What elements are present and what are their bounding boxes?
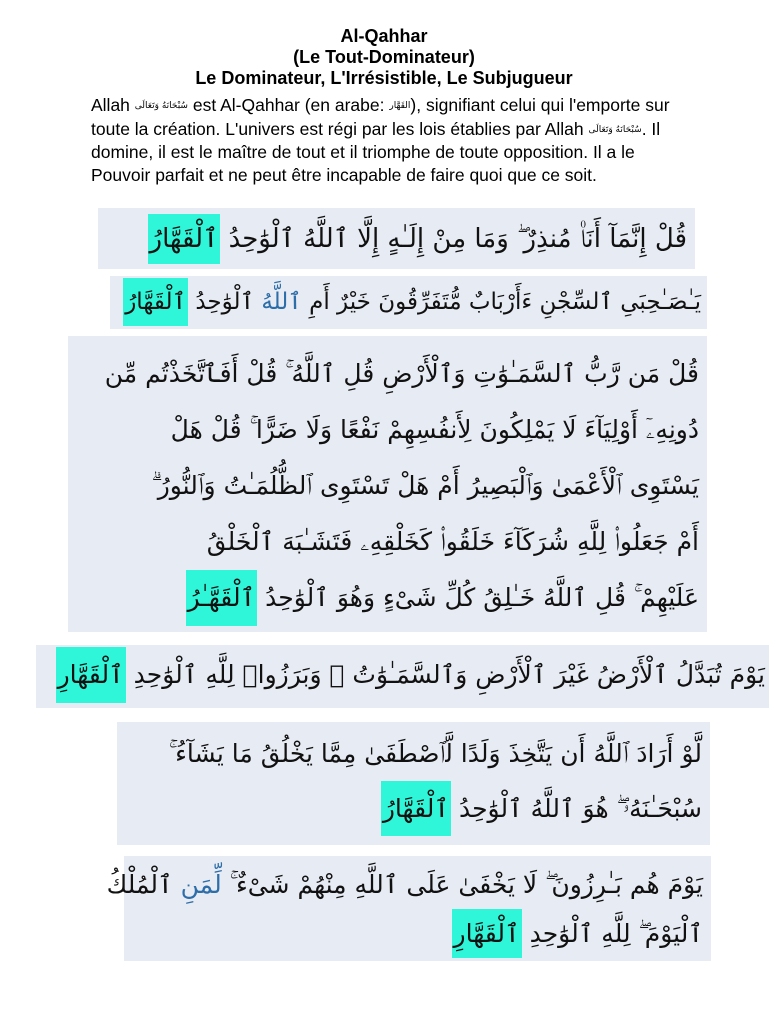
verse-line: قُلْ مَن رَّبُّ ٱلسَّمَـٰوَٰتِ وَٱلْأَرْضِ قُلِ ٱللَّهُ ۚ قُلْ أَفَٱتَّخَذْتُم مِّن <box>104 359 699 388</box>
verse-text: عَلَيْهِمْ ۚ قُلِ ٱللَّهُ خَـٰلِقُ كُلِّ شَىْءٍ وَهُوَ ٱلْوَٰحِدُ <box>265 583 699 612</box>
honorific: سُبْحَانَهُ وَتَعَالَى <box>134 101 188 112</box>
verse-line <box>106 860 703 909</box>
verse-text: ٱلْمُلْكُ <box>106 870 173 899</box>
highlighted-name: ٱلْقَهَّارِ <box>56 647 126 703</box>
verse-block <box>117 722 710 845</box>
verse-line <box>125 781 702 836</box>
verse-line: أَمْ جَعَلُوا۟ لِلَّهِ شُرَكَآءَ خَلَقُوا۟ كَخَلْقِهِۦ فَتَشَـٰبَهَ ٱلْخَلْقُ <box>206 527 699 556</box>
intro-text: ), signifiant celui qui l'emporte sur toute la création. L'univers est régi par les lois établies par Allah <box>91 95 670 139</box>
verse-text: سُبْحَـٰنَهُۥ ۖ هُوَ ٱللَّهُ ٱلْوَٰحِدُ <box>458 794 702 823</box>
verse-text: قُلْ إِنَّمَآ أَنَا۠ مُنذِرٌ ۖ وَمَا مِنْ إِلَـٰهٍ إِلَّا ٱللَّهُ ٱلْوَٰحِدُ <box>228 224 687 254</box>
highlighted-name: ٱلْقَهَّارُ <box>148 214 221 264</box>
arabic-name: القَهَّار <box>389 101 411 112</box>
page-title: Al-Qahhar <box>340 26 428 46</box>
verse-line <box>116 278 701 326</box>
verse-line <box>40 647 765 703</box>
verse-text: ٱلْوَٰحِدُ <box>195 289 255 315</box>
intro-text: Allah <box>91 95 130 115</box>
verse-line <box>132 909 703 958</box>
verse-block <box>98 208 695 269</box>
honorific: سُبْحَانَهُ وَتَعَالَى <box>588 124 642 135</box>
page-subtitle: (Le Tout-Dominateur) <box>293 47 475 67</box>
highlighted-name: ٱلْقَهَّارِ <box>452 909 522 958</box>
blue-word: ٱللَّهُ <box>261 289 302 315</box>
name-meanings: Le Dominateur, L'Irrésistible, Le Subjugueur <box>195 68 573 88</box>
verse-text: ٱلْيَوْمَ ۖ لِلَّهِ ٱلْوَٰحِدِ <box>529 919 703 948</box>
verse-block <box>106 856 711 961</box>
verse-line <box>106 214 687 264</box>
intro-text: . Il domine, il est le maître de tout et il triomphe de toute opposition. Il a le Pouvoir parfait et ne peut être incapable de faire quoi que ce soit. <box>91 118 661 185</box>
verse-line: يَسْتَوِى ٱلْأَعْمَىٰ وَٱلْبَصِيرُ أَمْ هَلْ تَسْتَوِى ٱلظُّلُمَـٰتُ وَٱلنُّورُ ۗ <box>151 471 699 500</box>
verse-line: دُونِهِۦٓ أَوْلِيَآءَ لَا يَمْلِكُونَ لِأَنفُسِهِمْ نَفْعًا وَلَا ضَرًّا ۚ قُلْ هَلْ <box>170 415 699 444</box>
highlighted-name: ٱلْقَهَّارُ <box>123 278 188 326</box>
highlighted-name: ٱلْقَهَّارُ <box>381 781 451 836</box>
verse-text: يَوْمَ هُم بَـٰرِزُونَ ۖ لَا يَخْفَىٰ عَلَى ٱللَّهِ مِنْهُمْ شَىْءٌ ۚ <box>229 870 703 899</box>
verse-block <box>36 645 769 708</box>
verse-text: يَوْمَ تُبَدَّلُ ٱلْأَرْضُ غَيْرَ ٱلْأَرْضِ وَٱلسَّمَـٰوَٰتُ ۖ وَبَرَزُوا۟ لِلَّهِ ٱلْوَٰحِدِ <box>133 660 765 689</box>
page-header <box>0 26 768 89</box>
verse-line <box>76 570 699 626</box>
intro-paragraph <box>91 94 691 186</box>
blue-word: لِّمَنِ <box>180 870 222 899</box>
intro-text: est Al-Qahhar (en arabe: <box>192 95 385 115</box>
verse-block <box>110 276 707 329</box>
verse-text: يَـٰصَـٰحِبَىِ ٱلسِّجْنِ ءَأَرْبَابٌ مُّتَفَرِّقُونَ خَيْرٌ أَمِ <box>309 289 701 315</box>
verse-line: لَّوْ أَرَادَ ٱللَّهُ أَن يَتَّخِذَ وَلَدًا لَّٱصْطَفَىٰ مِمَّا يَخْلُقُ مَا يَشَآءُ ۚ <box>168 739 702 768</box>
highlighted-name: ٱلْقَهَّـٰرُ <box>186 570 258 626</box>
verse-block <box>68 336 707 632</box>
